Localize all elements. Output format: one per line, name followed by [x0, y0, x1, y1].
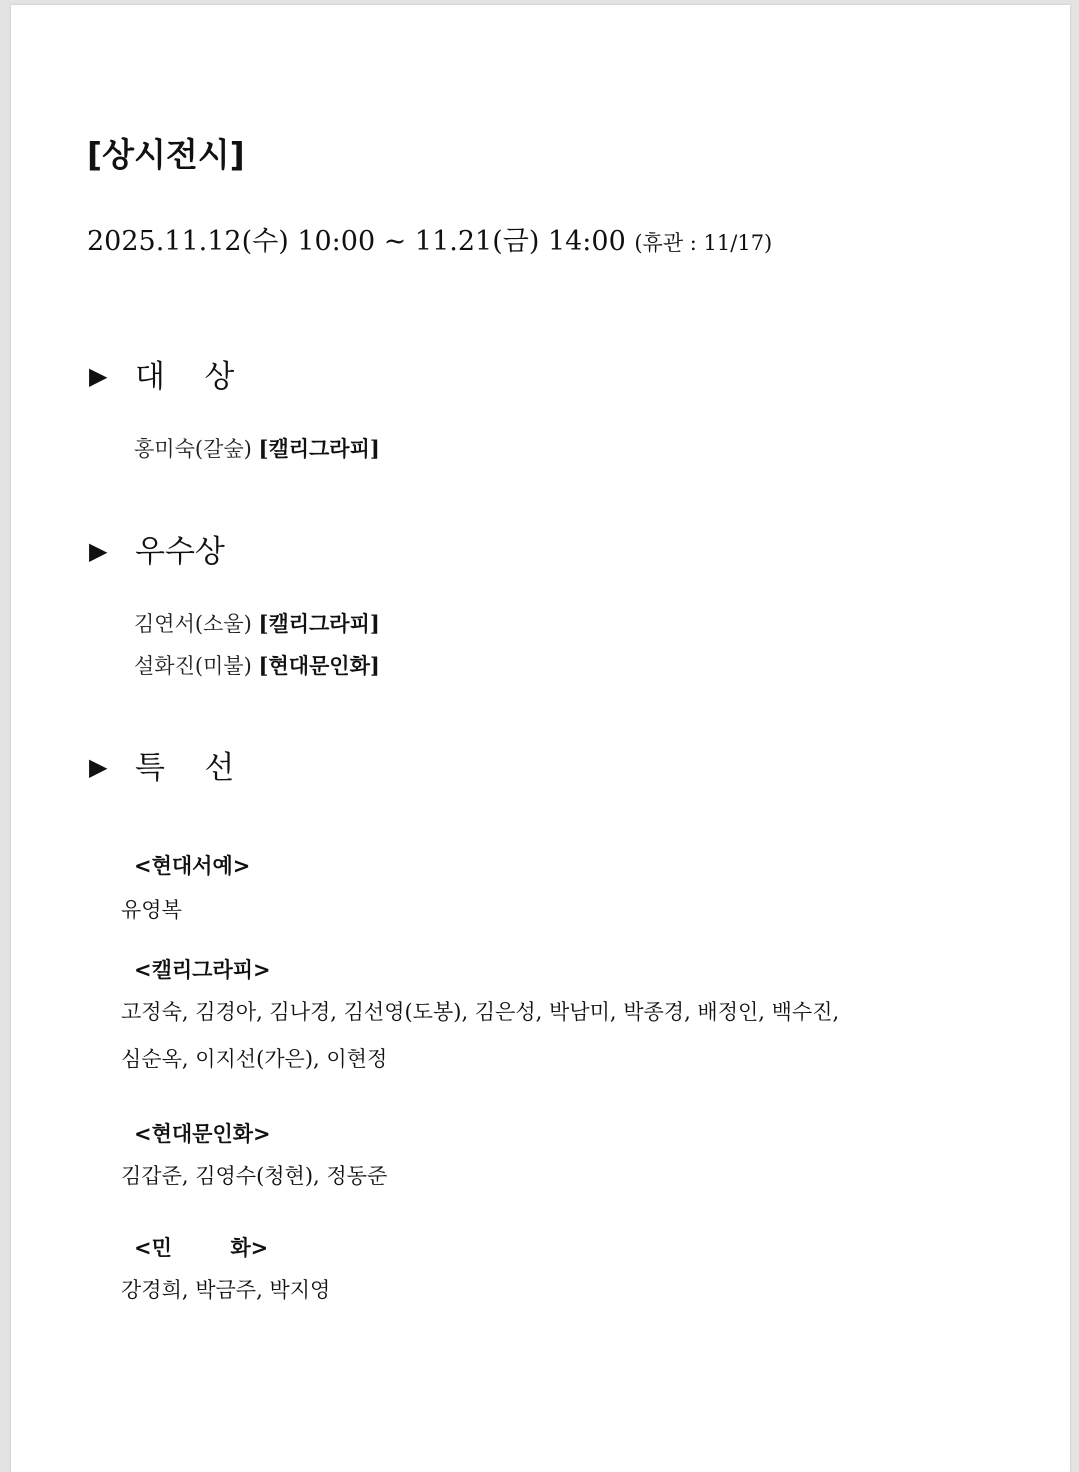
winner-category: [현대문인화] [258, 653, 380, 678]
section-label: 대 상 [135, 359, 235, 395]
award-entry [134, 433, 380, 463]
category-heading: <민 화> [134, 1236, 269, 1260]
winner-category: [캘리그라피] [258, 436, 380, 461]
name-list: 고정숙, 김경아, 김나경, 김선영(도봉), 김은성, 박남미, 박종경, 배정인, 백수진, [121, 1000, 840, 1024]
winner-category: [캘리그라피] [258, 611, 380, 636]
triangle-right-icon: ▶ [89, 362, 108, 390]
section-heading-excellence [89, 526, 225, 571]
document-title: [상시전시] [87, 135, 245, 174]
award-entry [134, 608, 380, 638]
name-list: 김갑준, 김영수(청현), 정동준 [121, 1164, 388, 1188]
triangle-right-icon: ▶ [89, 537, 108, 565]
category-heading: <현대문인화> [134, 1122, 271, 1146]
winner-name: 설화진(미불) [134, 654, 252, 678]
section-heading-special [89, 742, 234, 787]
winner-name: 김연서(소울) [134, 612, 252, 636]
exhibition-period [87, 219, 772, 258]
winner-name: 홍미숙(갈숲) [134, 437, 252, 461]
date-range: 2025.11.12(수) 10:00 ~ 11.21(금) 14:00 [87, 226, 635, 257]
category-heading: <현대서예> [134, 854, 251, 878]
name-list: 심순옥, 이지선(가은), 이현정 [121, 1047, 388, 1071]
section-label: 우수상 [135, 534, 225, 570]
section-heading-grand [89, 351, 234, 396]
name-list: 유영복 [121, 898, 182, 922]
document-page [11, 5, 1070, 1472]
triangle-right-icon: ▶ [89, 753, 108, 781]
category-heading: <캘리그라피> [134, 958, 271, 982]
closed-note: (휴관 : 11/17) [634, 231, 773, 255]
section-label: 특 선 [135, 750, 235, 786]
name-list: 강경희, 박금주, 박지영 [121, 1278, 331, 1302]
award-entry [134, 650, 380, 680]
